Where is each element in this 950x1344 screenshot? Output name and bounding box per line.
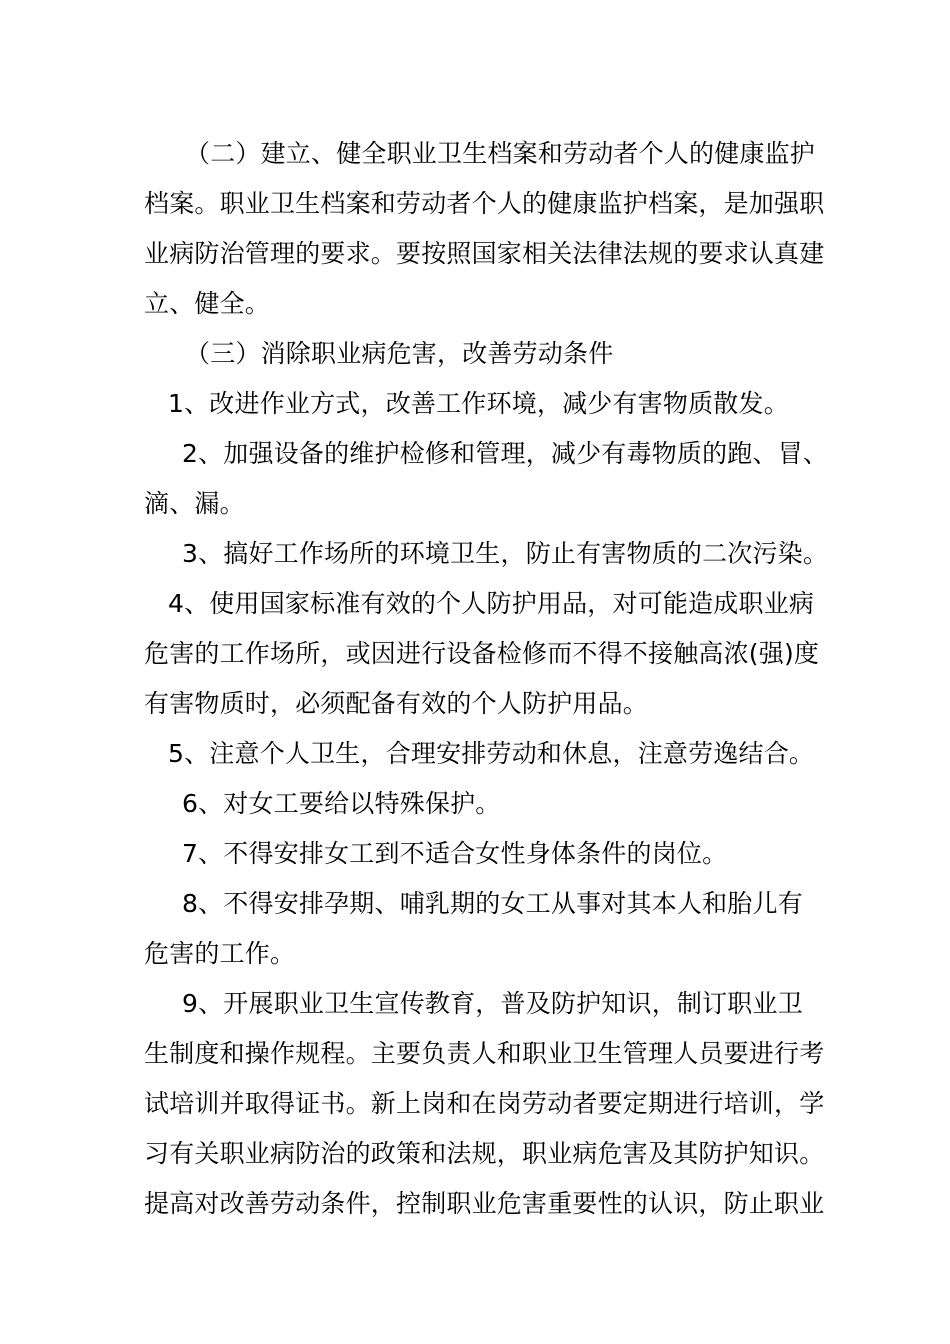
text-line: 2、加强设备的维护检修和管理，减少有毒物质的跑、冒、 xyxy=(182,439,829,468)
para-item-4 xyxy=(144,579,844,729)
para-item-1 xyxy=(144,379,844,429)
text-line: 生制度和操作规程。主要负责人和职业卫生管理人员要进行考 xyxy=(144,1039,825,1068)
text-line: 9、开展职业卫生宣传教育，普及防护知识，制订职业卫 xyxy=(182,989,803,1018)
text-line: （三）消除职业病危害，改善劳动条件 xyxy=(185,339,614,368)
para-item-2 xyxy=(144,429,844,529)
document-body xyxy=(144,129,844,1229)
para-item-7 xyxy=(144,829,844,879)
text-line: 危害的工作。 xyxy=(144,939,296,968)
para-item-9 xyxy=(144,979,844,1229)
text-line: 立、健全。 xyxy=(144,289,271,318)
text-line: 5、注意个人卫生，合理安排劳动和休息，注意劳逸结合。 xyxy=(168,739,815,768)
text-line: 6、对女工要给以特殊保护。 xyxy=(182,789,501,818)
para-section-2 xyxy=(144,129,844,329)
text-line: （二）建立、健全职业卫生档案和劳动者个人的健康监护 xyxy=(185,139,816,168)
text-line: 提高对改善劳动条件，控制职业危害重要性的认识，防止职业 xyxy=(144,1189,825,1218)
text-line: 3、搞好工作场所的环境卫生，防止有害物质的二次污染。 xyxy=(182,539,829,568)
text-line: 业病防治管理的要求。要按照国家相关法律法规的要求认真建 xyxy=(144,239,825,268)
para-item-5 xyxy=(144,729,844,779)
text-line: 8、不得安排孕期、哺乳期的女工从事对其本人和胎儿有 xyxy=(182,889,803,918)
para-section-3-heading xyxy=(144,329,844,379)
para-item-6 xyxy=(144,779,844,829)
para-item-3 xyxy=(144,529,844,579)
para-item-8 xyxy=(144,879,844,979)
text-line: 试培训并取得证书。新上岗和在岗劳动者要定期进行培训，学 xyxy=(144,1089,825,1118)
text-line: 滴、漏。 xyxy=(144,489,245,518)
text-line: 7、不得安排女工到不适合女性身体条件的岗位。 xyxy=(182,839,728,868)
text-line: 有害物质时，必须配备有效的个人防护用品。 xyxy=(144,689,649,718)
text-line: 档案。职业卫生档案和劳动者个人的健康监护档案，是加强职 xyxy=(144,189,825,218)
text-line: 1、改进作业方式，改善工作环境，减少有害物质散发。 xyxy=(168,389,789,418)
text-line: 4、使用国家标准有效的个人防护用品，对可能造成职业病 xyxy=(168,589,815,618)
text-line: 习有关职业病防治的政策和法规，职业病危害及其防护知识。 xyxy=(144,1139,825,1168)
text-line: 危害的工作场所，或因进行设备检修而不得不接触高浓(强)度 xyxy=(144,639,820,668)
